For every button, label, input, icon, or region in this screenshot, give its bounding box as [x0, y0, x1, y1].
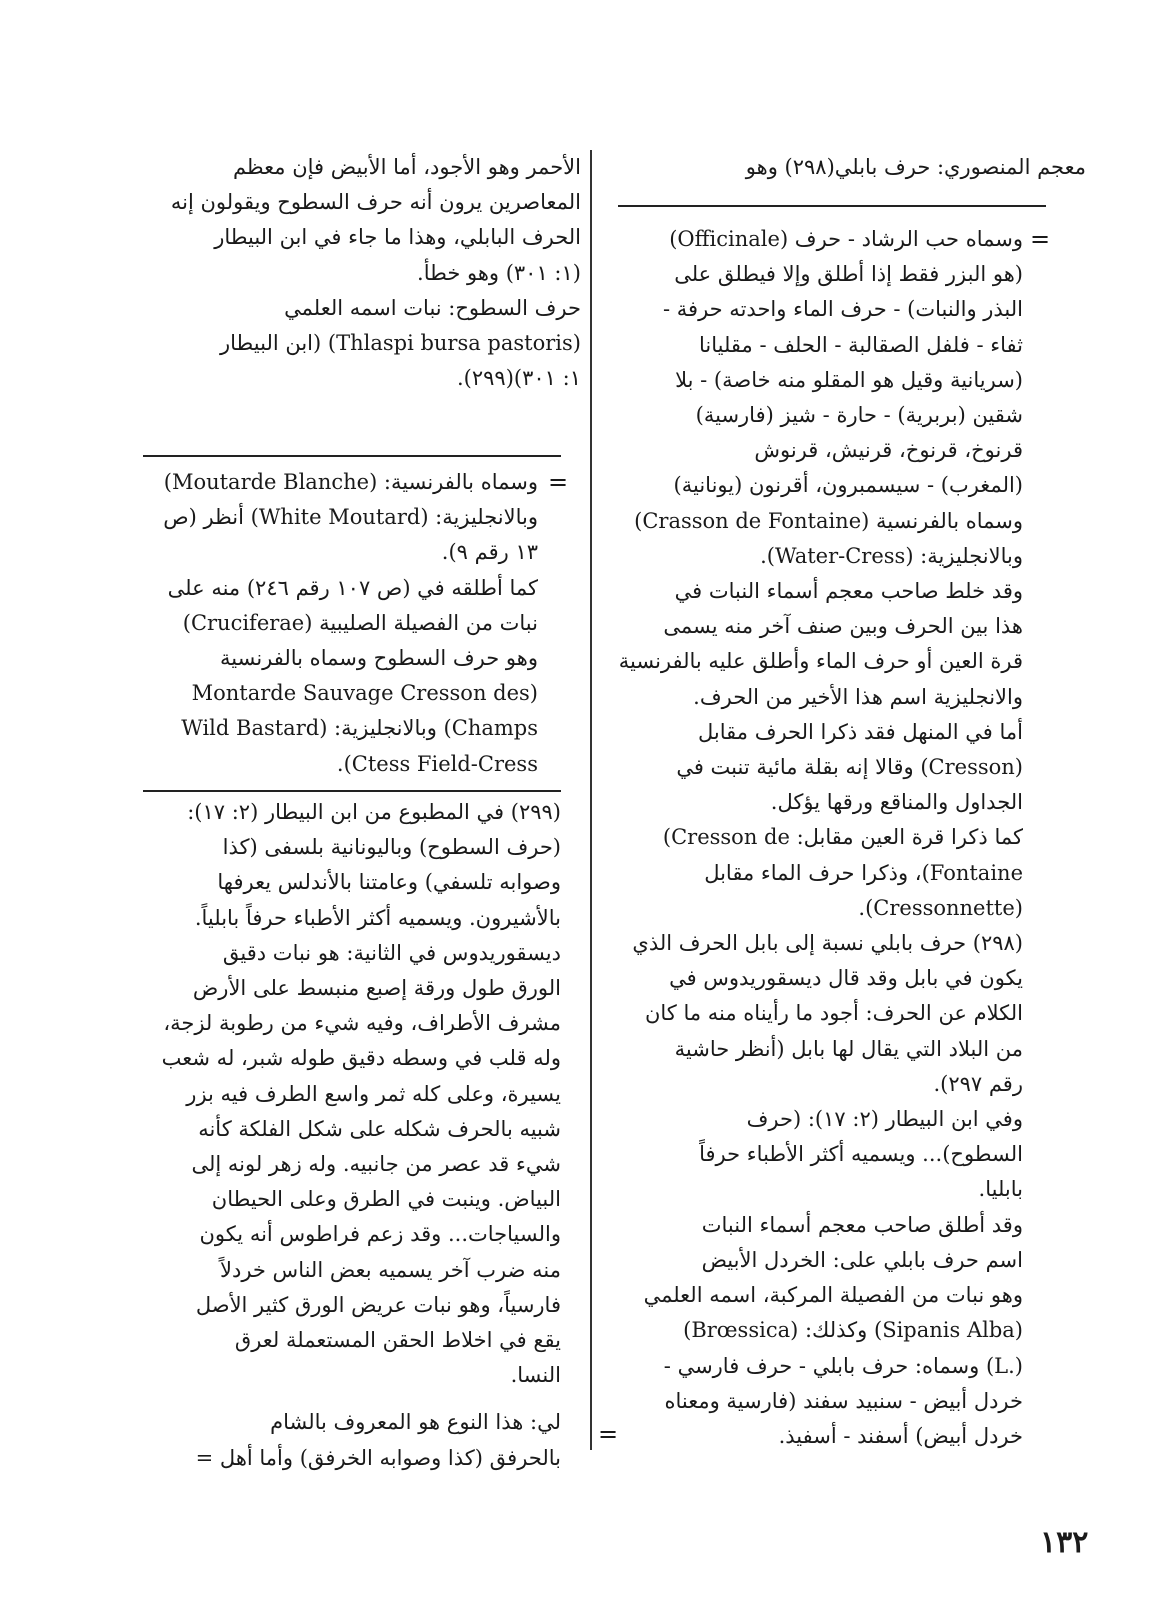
footnote-line: ثفاء - فلفل الصقالبة - الحلف - مقليانا: [698, 332, 1023, 357]
footnote-line: (Cressonnette).: [858, 895, 1023, 920]
footnote-line: وفي ابن البيطار (٢: ١٧): (حرف: [746, 1107, 1023, 1132]
footnote-line: بالأشيرون. ويسميه أكثر الأطباء حرفاً بابلياً.: [194, 905, 561, 930]
footnote-line: وبالانجليزية: (Water-Cress).: [760, 543, 1023, 568]
footnote-separator: [143, 790, 561, 792]
left-column: [133, 150, 581, 396]
footnote-line: نبات من الفصيلة الصليبية (Cruciferae): [182, 610, 538, 635]
footnote-line: البذر والنبات) - حرف الماء واحدته حرفة -: [663, 297, 1023, 322]
footnote-line: (حرف السطوح) وباليونانية بلسفى (كذا: [222, 835, 561, 860]
footnote-line: شبيه بالحرف شكله على شكل الفلكة كأنه: [198, 1116, 561, 1141]
footnote-line: Champs) وبالانجليزية: (Wild Bastard: [181, 716, 538, 741]
text-line: (Thlaspi bursa pastoris) (ابن البيطار: [220, 331, 581, 356]
footnote-line: وقد أطلق صاحب معجم أسماء النبات: [701, 1212, 1023, 1237]
footnote-separator: [618, 205, 1046, 207]
footnote-line: (Sipanis Alba) وكذلك: (Brœssica): [683, 1318, 1023, 1343]
footnote-line: كما أطلقه في (ص ١٠٧ رقم ٢٤٦) منه على: [167, 575, 538, 600]
footnote-line: والانجليزية اسم هذا الأخير من الحرف.: [693, 684, 1023, 709]
footnote-line: (Cresson) وقالا إنه بقلة مائية تنبت في: [676, 755, 1023, 780]
footnote-line: اسم حرف بابلي على: الخردل الأبيض: [701, 1247, 1023, 1272]
footnote-line: الجداول والمناقع ورقها يؤكل.: [770, 790, 1023, 815]
footnote-line: خردل أبيض) أسفند - أسفيذ.: [778, 1423, 1023, 1448]
text-line: ١: ٣٠١)(٢٩٩).: [457, 366, 581, 391]
footnote-line: وبالانجليزية: (White Moutard) أنظر (ص: [163, 505, 538, 530]
footnote-line: السطوح)... ويسميه أكثر الأطباء حرفاً: [699, 1142, 1023, 1167]
footnote-line: ديسقوريدوس في الثانية: هو نبات دقيق: [222, 940, 561, 965]
footnote-line: منه ضرب آخر يسميه بعض الناس خردلاً: [219, 1257, 561, 1282]
footnote-line: شيء قد عصر من جانبيه. وله زهر لونه إلى: [191, 1152, 561, 1177]
footnote-line: رقم ٢٩٧).: [933, 1071, 1023, 1096]
footnote-line: (سريانية وقيل هو المقلو منه خاصة) - بلا: [675, 367, 1023, 392]
footnote-line: شقين (بربرية) - حارة - شيز (فارسية): [695, 403, 1023, 428]
footnote-line: وله قلب في وسطه دقيق طوله شبر، له شعب: [161, 1046, 561, 1071]
footnote-line: وقد خلط صاحب معجم أسماء النبات في: [674, 579, 1023, 604]
continuation-mark: =: [548, 468, 569, 496]
column-divider: [590, 150, 592, 1450]
footnote-line: فارسياً، وهو نبات عريض الورق كثير الأصل: [195, 1292, 561, 1317]
footnote-line: Ctess Field-Cress).: [336, 751, 538, 776]
footnote-line: هذا بين الحرف وبين صنف آخر منه يسمى: [663, 614, 1023, 639]
footnote-line: أما في المنهل فقد ذكرا الحرف مقابل: [698, 719, 1023, 744]
right-main-text: [618, 150, 1086, 185]
footnote-line: وهو نبات من الفصيلة المركبة، اسمه العلمي: [643, 1283, 1023, 1308]
text-line: معجم المنصوري: حرف بابلي(٢٩٨) وهو: [745, 155, 1086, 179]
footnote-line: ١٣ رقم ٩).: [441, 540, 538, 565]
continuation-mark: =: [598, 1420, 619, 1448]
footnote-line: والسياجات... وقد زعم فراطوس أنه يكون: [199, 1222, 561, 1247]
footnote-line: (هو البزر فقط إذا أطلق وإلا فيطلق على: [674, 262, 1023, 287]
footnote-line: (Montarde Sauvage Cresson des: [191, 681, 538, 706]
footnote-line: الكلام عن الحرف: أجود ما رأيناه منه ما كان: [644, 1001, 1023, 1026]
text-line: (١: ٣٠١) وهو خطأ.: [417, 260, 581, 285]
footnote-line: من البلاد التي يقال لها بابل (أنظر حاشية: [674, 1036, 1023, 1061]
footnote-line: بابليا.: [978, 1177, 1023, 1202]
footnote-line: النسا.: [510, 1363, 561, 1388]
footnote-line: يكون في بابل وقد قال ديسقوريدوس في: [669, 966, 1023, 991]
footnote-line: (.L) وسماه: حرف بابلي - حرف فارسي -: [663, 1353, 1023, 1378]
footnote-line: بالحرفق (كذا وصوابه الخرفق) وأما أهل =: [195, 1445, 561, 1470]
footnote-line: قرة العين أو حرف الماء وأطلق عليه بالفرنسية: [618, 649, 1023, 674]
footnote-line: وصوابه تلسفي) وعامتنا بالأندلس يعرفها: [217, 870, 561, 895]
footnote-line: مشرف الأطراف، وفيه شيء من رطوبة لزجة،: [163, 1011, 561, 1036]
footnote-line: وسماه بالفرنسية: (Moutarde Blanche): [163, 470, 538, 494]
text-line: حرف السطوح: نبات اسمه العلمي: [284, 295, 581, 320]
text-line: الأحمر وهو الأجود، أما الأبيض فإن معظم: [232, 155, 581, 179]
footnote-line: البياض. وينبت في الطرق وعلى الحيطان: [211, 1187, 561, 1212]
footnote-line: وسماه حب الرشاد - حرف (Officinale): [669, 227, 1023, 251]
footnote-line: (٢٩٩) في المطبوع من ابن البيطار (٢: ١٧):: [187, 800, 561, 824]
footnote-line: وهو حرف السطوح وسماه بالفرنسية: [219, 646, 538, 671]
footnote-line: يسيرة، وعلى كله ثمر واسع الطرف فيه بزر: [186, 1081, 561, 1106]
right-column: [618, 150, 1086, 185]
page-number: ١٣٢: [1040, 1525, 1089, 1560]
footnote-line: (٢٩٨) حرف بابلي نسبة إلى بابل الحرف الذي: [632, 931, 1023, 956]
left-footnotes-continued: [133, 795, 561, 1476]
footnote-line: قرنوخ، قرنوخ، قرنيش، قرنوش: [754, 438, 1023, 463]
footnote-separator: [143, 455, 561, 457]
footnote-line: يقع في اخلاط الحقن المستعملة لعرق: [234, 1328, 561, 1353]
footnote-line: لي: هذا النوع هو المعروف بالشام: [270, 1410, 561, 1435]
footnote-line: Fontaine)، وذكرا حرف الماء مقابل: [704, 860, 1023, 885]
footnote-line: كما ذكرا قرة العين مقابل: Cresson de): [662, 825, 1023, 850]
right-footnotes: [618, 222, 1023, 1454]
footnote-line: الورق طول ورقة إصبع منبسط على الأرض: [192, 976, 561, 1001]
footnote-line: وسماه بالفرنسية (Crasson de Fontaine): [634, 508, 1023, 533]
footnote-line: (المغرب) - سيسمبرون، أقرنون (يونانية): [673, 473, 1023, 498]
text-line: المعاصرين يرون أنه حرف السطوح ويقولون إنه: [170, 190, 581, 215]
footnote-line: خردل أبيض - سنبيد سفند (فارسية ومعناه: [664, 1388, 1023, 1413]
continuation-mark: =: [1030, 225, 1051, 253]
text-line: الحرف البابلي، وهذا ما جاء في ابن البيطار: [214, 225, 581, 250]
left-footnotes: [133, 465, 538, 782]
